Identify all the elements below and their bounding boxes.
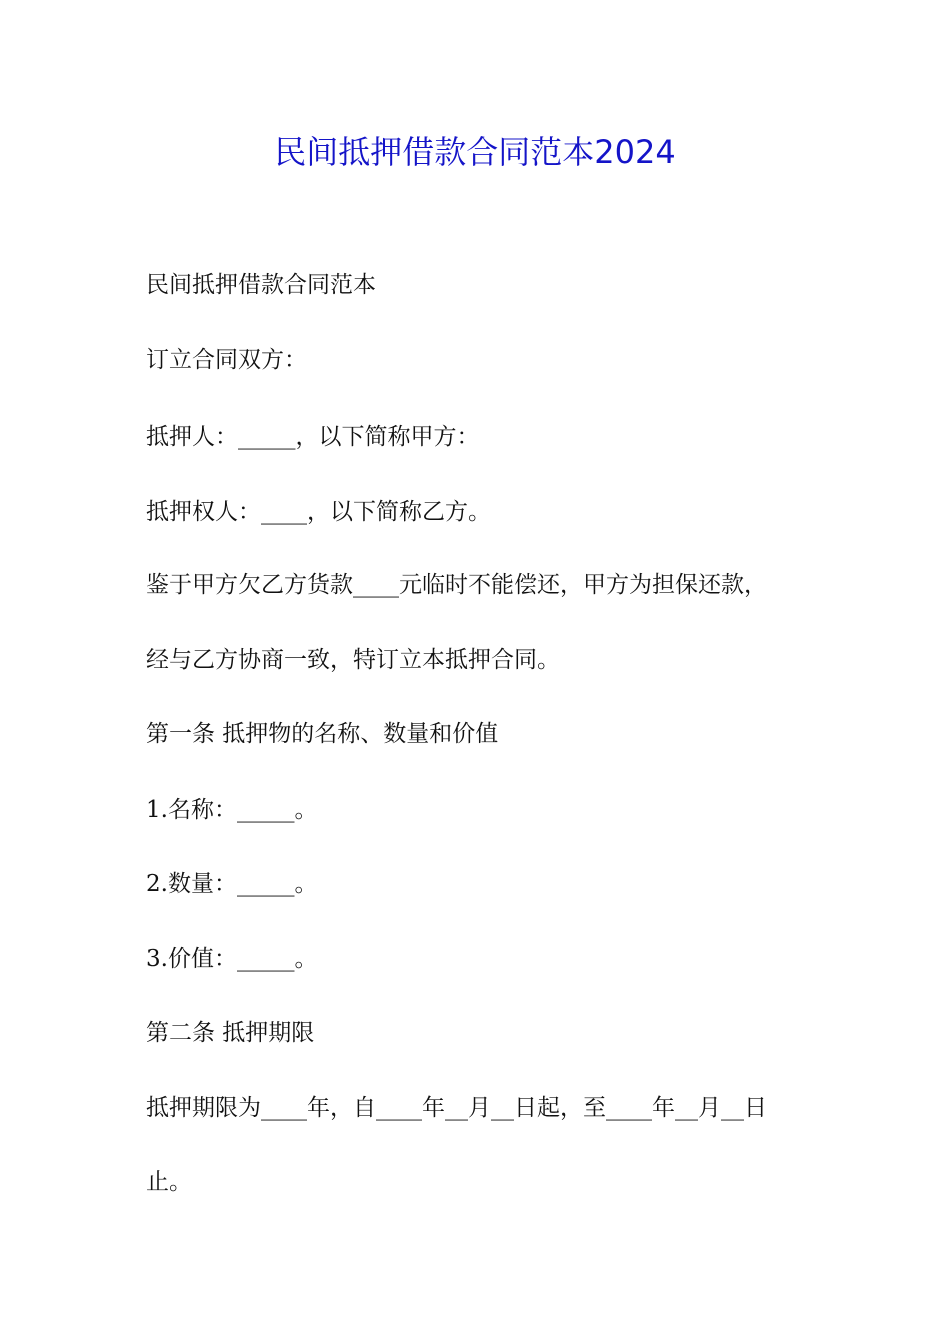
item-quantity-line: 2.数量：_____。 [146, 871, 318, 897]
article-1-heading: 第一条 抵押物的名称、数量和价值 [146, 721, 499, 747]
item-name-line: 1.名称：_____。 [146, 797, 318, 823]
mortgagee-line: 抵押权人：____，以下简称乙方。 [146, 499, 491, 525]
parties-heading: 订立合同双方： [146, 347, 307, 373]
recital-line-1: 鉴于甲方欠乙方货款____元临时不能偿还，甲方为担保还款， [146, 572, 767, 598]
article-2-heading: 第二条 抵押期限 [146, 1020, 315, 1046]
item-value-line: 3.价值：_____。 [146, 946, 318, 972]
mortgagor-line: 抵押人：_____，以下简称甲方： [146, 424, 480, 450]
document-title: 民间抵押借款合同范本2024 [274, 133, 676, 171]
term-line-2: 止。 [146, 1169, 192, 1195]
contract-subtitle: 民间抵押借款合同范本 [146, 272, 376, 298]
recital-line-2: 经与乙方协商一致，特订立本抵押合同。 [146, 647, 560, 673]
term-line-1: 抵押期限为____年，自____年__月__日起，至____年__月__日 [146, 1095, 767, 1121]
